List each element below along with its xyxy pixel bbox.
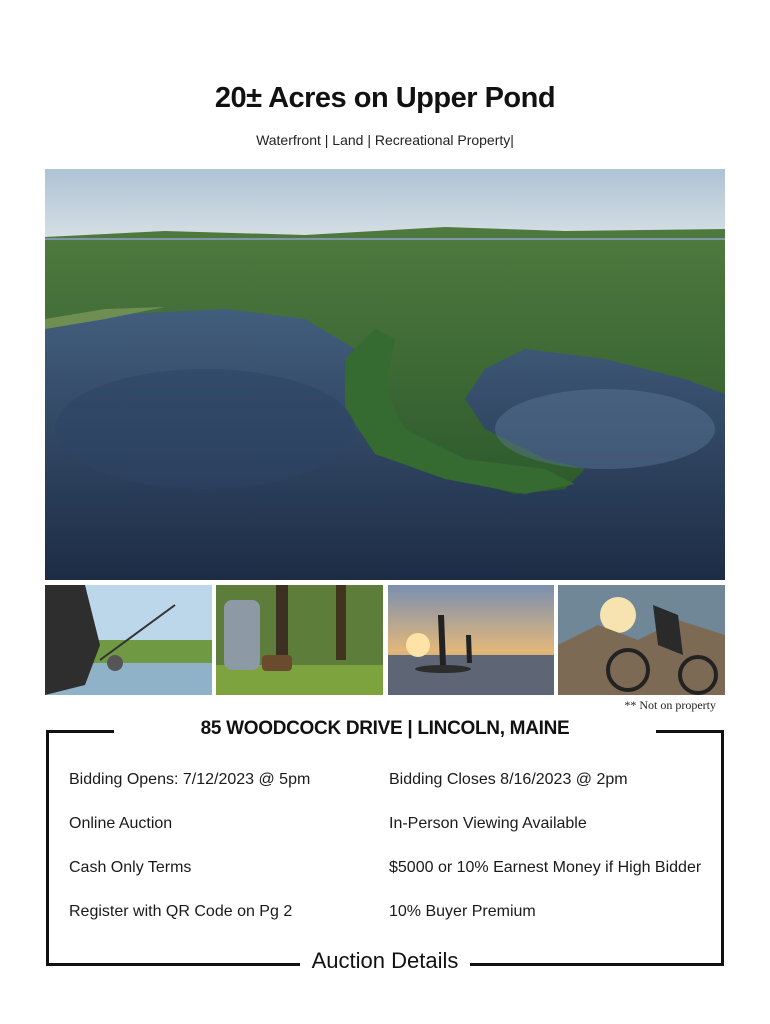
bidding-closes: Bidding Closes 8/16/2023 @ 2pm [389,771,628,788]
hero-lake-photo [45,169,725,580]
thumb-biking-photo [558,585,725,695]
registration-info: Register with QR Code on Pg 2 [69,903,293,920]
viewing-info: In-Person Viewing Available [389,815,587,832]
earnest-money: $5000 or 10% Earnest Money if High Bidder [389,859,702,876]
thumb-fishing-photo [45,585,212,695]
property-address: 85 WOODCOCK DRIVE | LINCOLN, MAINE [200,718,570,739]
photo-note: ** Not on property [624,698,716,712]
auction-details-label: Auction Details [311,948,459,973]
bidding-opens: Bidding Opens: 7/12/2023 @ 5pm [69,771,311,788]
thumb-paddleboard-photo [388,585,554,695]
payment-terms: Cash Only Terms [69,859,192,876]
details-frame [46,730,724,966]
thumb-hiking-photo [216,585,383,695]
page-title: 20± Acres on Upper Pond [214,82,556,114]
auction-type: Online Auction [69,815,173,832]
page-subtitle: Waterfront | Land | Recreational Property| [256,132,514,148]
buyer-premium: 10% Buyer Premium [389,903,536,920]
